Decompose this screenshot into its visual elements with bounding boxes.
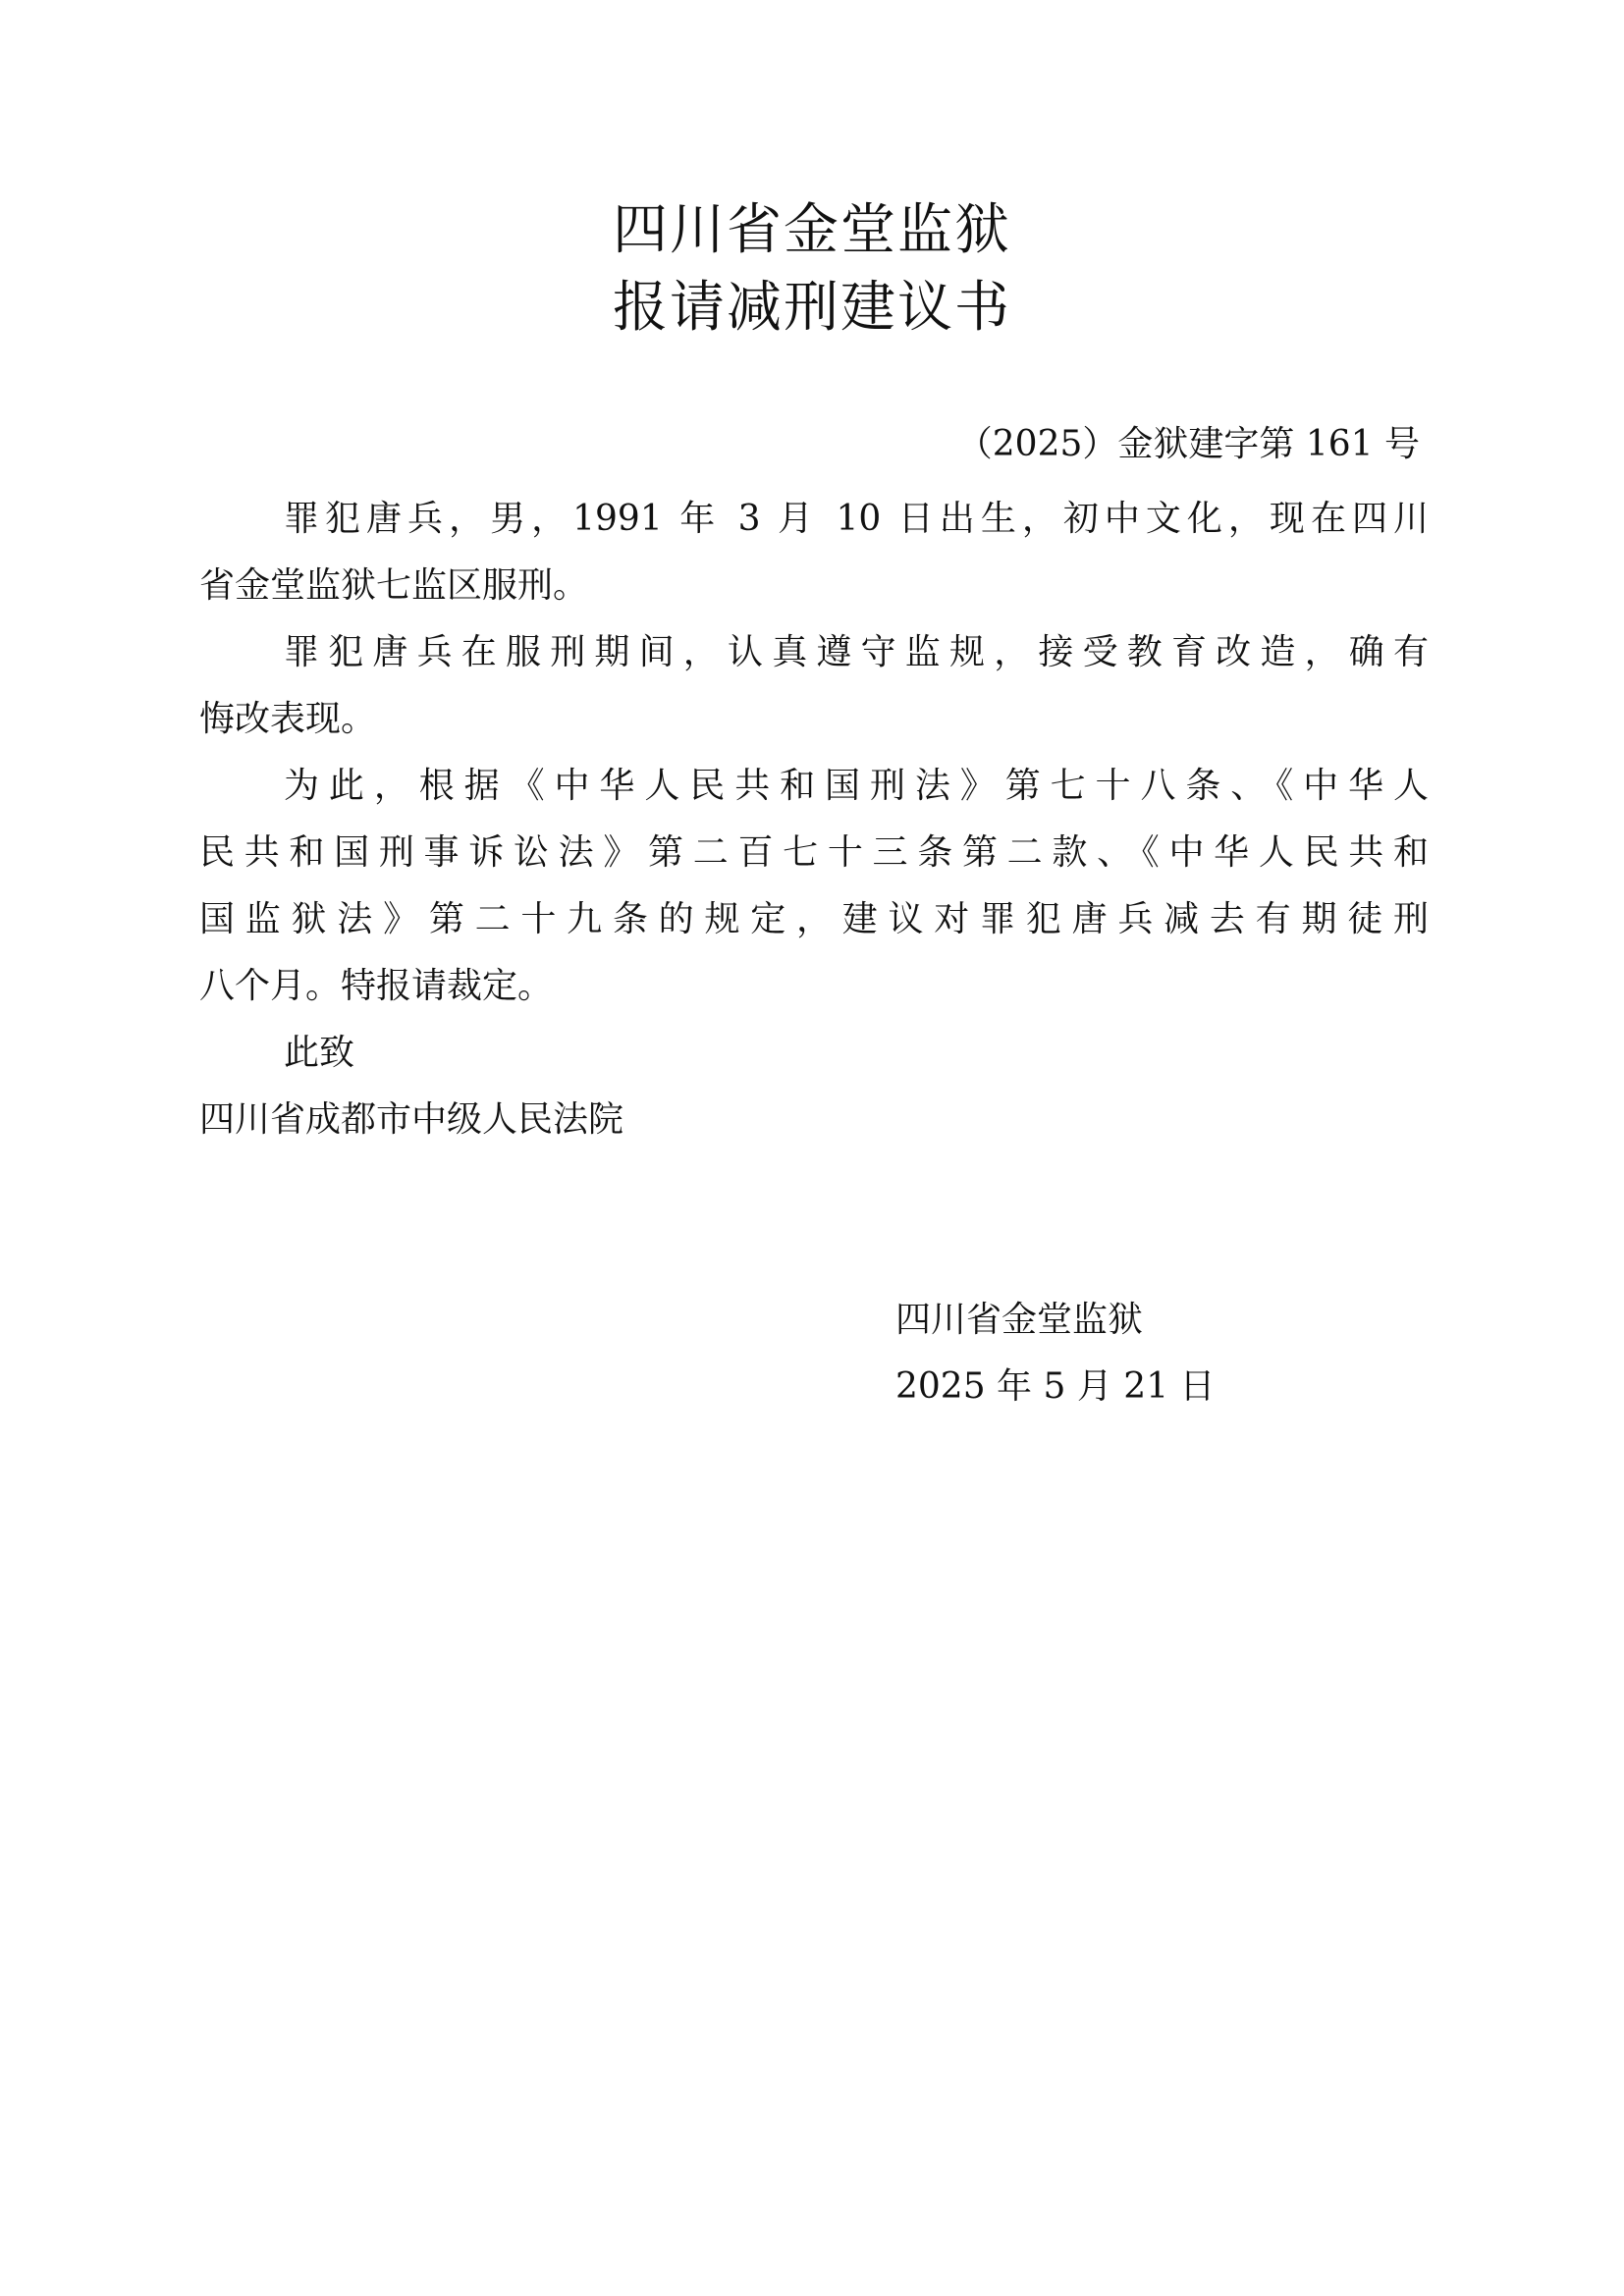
document-number: （2025）金狱建字第 161 号 <box>956 424 1420 464</box>
document-title-line-2: 报请减刑建议书 <box>613 276 1011 340</box>
paragraph-3-line-2: 民共和国刑事诉讼法》第二百七十三条第二款、《中华人民共和 <box>199 832 1429 873</box>
signature-organization: 四川省金堂监狱 <box>895 1300 1144 1340</box>
paragraph-3-line-1: 为此，根据《中华人民共和国刑法》第七十八条、《中华人 <box>284 766 1429 806</box>
paragraph-3-line-3: 国监狱法》第二十九条的规定，建议对罪犯唐兵减去有期徒刑 <box>199 899 1429 939</box>
paragraph-1-line-1: 罪犯唐兵，男，1991 年 3 月 10 日出生，初中文化，现在四川 <box>284 499 1429 539</box>
signature-date: 2025 年 5 月 21 日 <box>895 1366 1216 1407</box>
paragraph-2-line-2: 悔改表现。 <box>199 699 377 739</box>
paragraph-1-line-2: 省金堂监狱七监区服刑。 <box>199 565 589 606</box>
paragraph-3-line-4: 八个月。特报请裁定。 <box>199 966 554 1006</box>
salutation: 此致 <box>284 1033 355 1073</box>
recipient: 四川省成都市中级人民法院 <box>199 1099 624 1140</box>
paragraph-2-line-1: 罪犯唐兵在服刑期间，认真遵守监规，接受教育改造，确有 <box>284 632 1429 672</box>
document-title-line-1: 四川省金堂监狱 <box>613 198 1011 262</box>
